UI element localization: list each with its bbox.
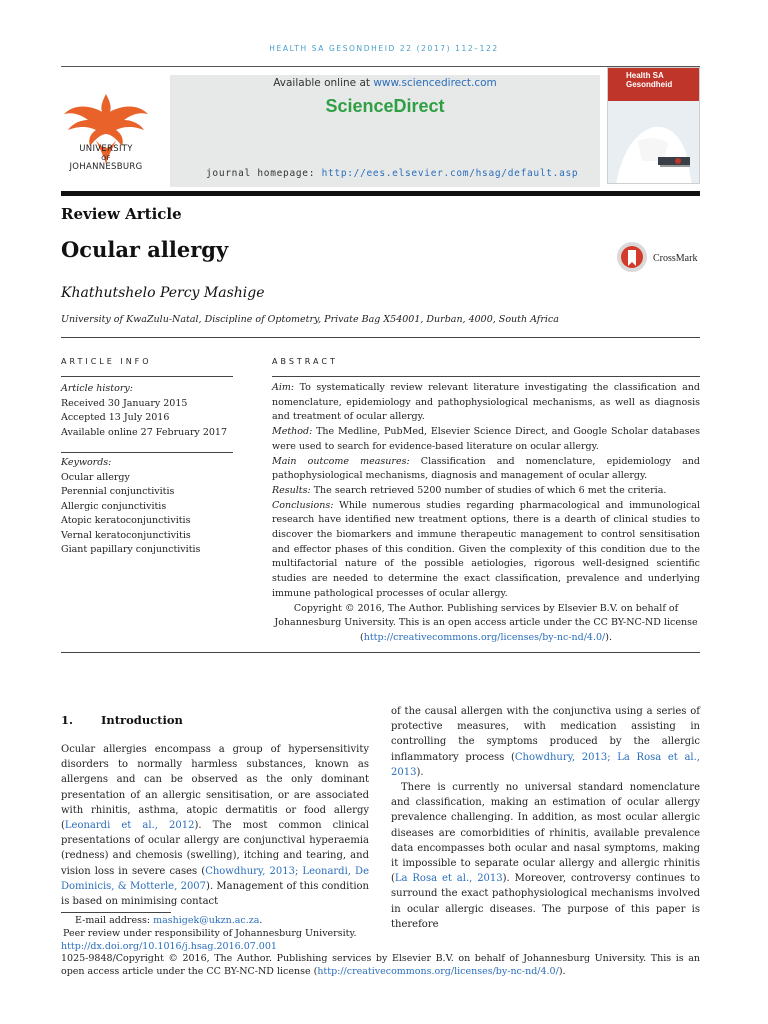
journal-homepage xyxy=(206,168,578,179)
section-heading xyxy=(61,713,183,727)
crossmark-icon[interactable] xyxy=(616,241,648,273)
article-history xyxy=(61,382,233,440)
copyright-end: ). xyxy=(558,966,566,978)
intro-text: ). Moreover, controversy continues to surround the exact pathophysiological mechanisms involved in ocular allergic diseases. The purpose of this paper is therefore xyxy=(391,873,700,930)
author-affiliation: University of KwaZulu-Natal, Discipline of Optometry, Private Bag X54001, Durban, 4000, South Africa xyxy=(61,314,559,325)
abstract-aim xyxy=(272,381,700,425)
abstract-copyright xyxy=(272,602,700,646)
keyword-item: Giant papillary conjunctivitis xyxy=(61,544,201,555)
intro-paragraph-3 xyxy=(391,780,700,932)
header-rule xyxy=(61,191,700,196)
abstract-copyright-end: ). xyxy=(605,631,612,643)
intro-right-column xyxy=(391,704,700,932)
intro-paragraph-2 xyxy=(391,704,700,780)
email-link[interactable]: mashigek@ukzn.ac.za xyxy=(153,915,260,926)
cover-photo xyxy=(608,101,700,184)
abstract-results xyxy=(272,484,700,499)
author-name: Khathutshelo Percy Mashige xyxy=(61,285,265,301)
abstract-copyright-text: Copyright © 2016, The Author. Publishing services by Elsevier B.V. on behalf of Johannesburg University. This is an open access article under the CC BY-NC-ND license ( xyxy=(274,602,698,643)
results-label: Results: xyxy=(272,484,311,496)
citation-link[interactable]: Chowdhury, 2013; Leonardi, De Dominicis, & Motterle, 2007 xyxy=(61,865,369,892)
article-info-rule xyxy=(61,376,233,377)
cover-title-line1: Health SA xyxy=(626,71,664,80)
article-info-heading: ARTICLE INFO xyxy=(61,357,152,366)
keyword-item: Perennial conjunctivitis xyxy=(61,486,175,497)
abstract-conclusions xyxy=(272,499,700,602)
sciencedirect-logo: ScienceDirect xyxy=(325,96,445,116)
history-accepted: Accepted 13 July 2016 xyxy=(61,412,170,423)
intro-text: of the causal allergen with the conjunctiva using a series of protective measures, with medication assisting in controlling the symptoms produced by the allergic inflammatory process ( xyxy=(391,706,700,763)
abstract-body xyxy=(272,381,700,646)
email-footnote xyxy=(61,915,700,928)
keyword-item: Atopic keratoconjunctivitis xyxy=(61,515,191,526)
abstract-rule xyxy=(272,376,700,377)
section-number: 1. xyxy=(61,713,74,727)
aim-text: To systematically review relevant literature investigating the classification and nomenclature, epidemiology and pathophysiological mechanisms, as well as diagnosis and treatment of ocular allergy. xyxy=(272,382,700,423)
top-rule xyxy=(61,66,700,67)
abstract-heading: ABSTRACT xyxy=(272,357,338,366)
license-link[interactable]: http://creativecommons.org/licenses/by-nc-nd/4.0/ xyxy=(317,966,559,978)
keywords xyxy=(61,456,233,558)
journal-homepage-link[interactable]: http://ees.elsevier.com/hsag/default.asp xyxy=(321,168,579,179)
running-head: HEALTH SA GESONDHEID 22 (2017) 112–122 xyxy=(269,44,499,53)
abstract-method xyxy=(272,425,700,454)
peer-review-note: Peer review under responsibility of Johannesburg University. xyxy=(63,927,357,939)
intro-text: ). xyxy=(416,766,424,778)
conclusions-text: While numerous studies regarding pharmacological and immunological research have identified new treatment options, there is a dearth of clinical studies to discover the biomarkers and immune therapeutic management to control sensitisation and effector phases of this condition. Given the complexity of this condition due to the multifactorial nature of the possible aetiologies, rigorous well-designed scientific studies are needed to determine the exact classification, prevalence and underlying immune pathological processes of ocular allergy. xyxy=(272,499,700,599)
aim-label: Aim: xyxy=(272,382,295,393)
abstract-outcome xyxy=(272,455,700,484)
keyword-item: Allergic conjunctivitis xyxy=(61,500,167,512)
method-label: Method: xyxy=(272,426,313,438)
citation-link[interactable]: Chowdhury, 2013; La Rosa et al., 2013 xyxy=(391,751,700,778)
results-text: The search retrieved 5200 number of studies of which 6 met the criteria. xyxy=(310,484,667,496)
available-online xyxy=(170,77,600,89)
cover-title-line2: Gesondheid xyxy=(626,80,673,89)
license-link[interactable]: http://creativecommons.org/licenses/by-nc-nd/4.0/ xyxy=(363,631,606,643)
intro-text: ). Management of this condition is based on minimising contact xyxy=(61,880,369,908)
citation-link[interactable]: La Rosa et al., 2013 xyxy=(394,873,503,885)
journal-cover-image xyxy=(607,67,700,184)
footnotes xyxy=(61,915,700,979)
keywords-label: Keywords: xyxy=(61,457,112,468)
conclusions-label: Conclusions: xyxy=(272,499,334,511)
footnote-rule xyxy=(61,912,171,913)
doi-link[interactable]: http://dx.doi.org/10.1016/j.hsag.2016.07.001 xyxy=(61,940,277,952)
university-name-line1: UNIVERSITY xyxy=(79,144,133,154)
method-text: The Medline, PubMed, Elsevier Science Direct, and Google Scholar databases were used to search for evidence-based literature on ocular allergy. xyxy=(272,426,700,452)
keyword-item: Vernal keratoconjunctivitis xyxy=(61,529,191,541)
university-name-line3: JOHANNESBURG xyxy=(69,162,143,172)
intro-text: ). The most common clinical presentations of ocular allergy are conjunctival hyperaemia (redness) and chemosis (swelling), itching and tearing, and vision loss in severe cases ( xyxy=(61,820,369,877)
article-type: Review Article xyxy=(61,205,182,223)
title-rule xyxy=(61,337,700,338)
history-received: Received 30 January 2015 xyxy=(61,397,188,409)
email-end: . xyxy=(259,915,263,926)
intro-paragraph-1 xyxy=(61,742,369,909)
section-title: Introduction xyxy=(101,713,183,727)
keywords-rule xyxy=(61,452,233,453)
keyword-item: Ocular allergy xyxy=(61,471,130,483)
citation-link[interactable]: Leonardi et al., 2012 xyxy=(64,820,195,832)
university-name-line2: OF xyxy=(101,154,111,162)
crossmark-label[interactable]: CrossMark xyxy=(653,253,698,264)
copyright-text: 1025-9848/Copyright © 2016, The Author. Publishing services by Elsevier B.V. on behalf of Johannesburg University. This is an open access article under the CC BY-NC-ND license ( xyxy=(61,953,700,978)
history-online: Available online 27 February 2017 xyxy=(61,426,227,438)
abstract-bottom-rule xyxy=(61,652,700,653)
outcome-text: Classification and nomenclature, epidemiology and pathophysiological mechanisms, diagnosis and management of ocular allergy. xyxy=(272,455,700,482)
history-label: Article history: xyxy=(61,383,133,394)
intro-text: There is currently no universal standard nomenclature and classification, making an estimation of ocular allergy prevalence challenging. In addition, as most ocular allergic diseases are comorbidities of rhinitis, available prevalence data encompasses both ocular and nasal symptoms, making it impossible to separate ocular allergy and allergic rhinitis ( xyxy=(391,782,700,885)
outcome-label: Main outcome measures: xyxy=(272,455,410,467)
article-title: Ocular allergy xyxy=(61,237,229,262)
sciencedirect-link[interactable]: www.sciencedirect.com xyxy=(373,77,497,89)
copyright-footnote xyxy=(61,953,700,979)
available-prefix: Available online at xyxy=(273,77,374,89)
intro-text: Ocular allergies encompass a group of hypersensitivity disorders to normally harmless substances, known as allergens and can be observed as the only dominant presentation of an allergic sensitisation, or are associated with rhinitis, asthma, atopic dermatitis or food allergy ( xyxy=(61,744,369,832)
cover-title xyxy=(626,71,672,89)
email-label: E-mail address: xyxy=(75,915,154,926)
homepage-prefix: journal homepage: xyxy=(206,168,322,179)
